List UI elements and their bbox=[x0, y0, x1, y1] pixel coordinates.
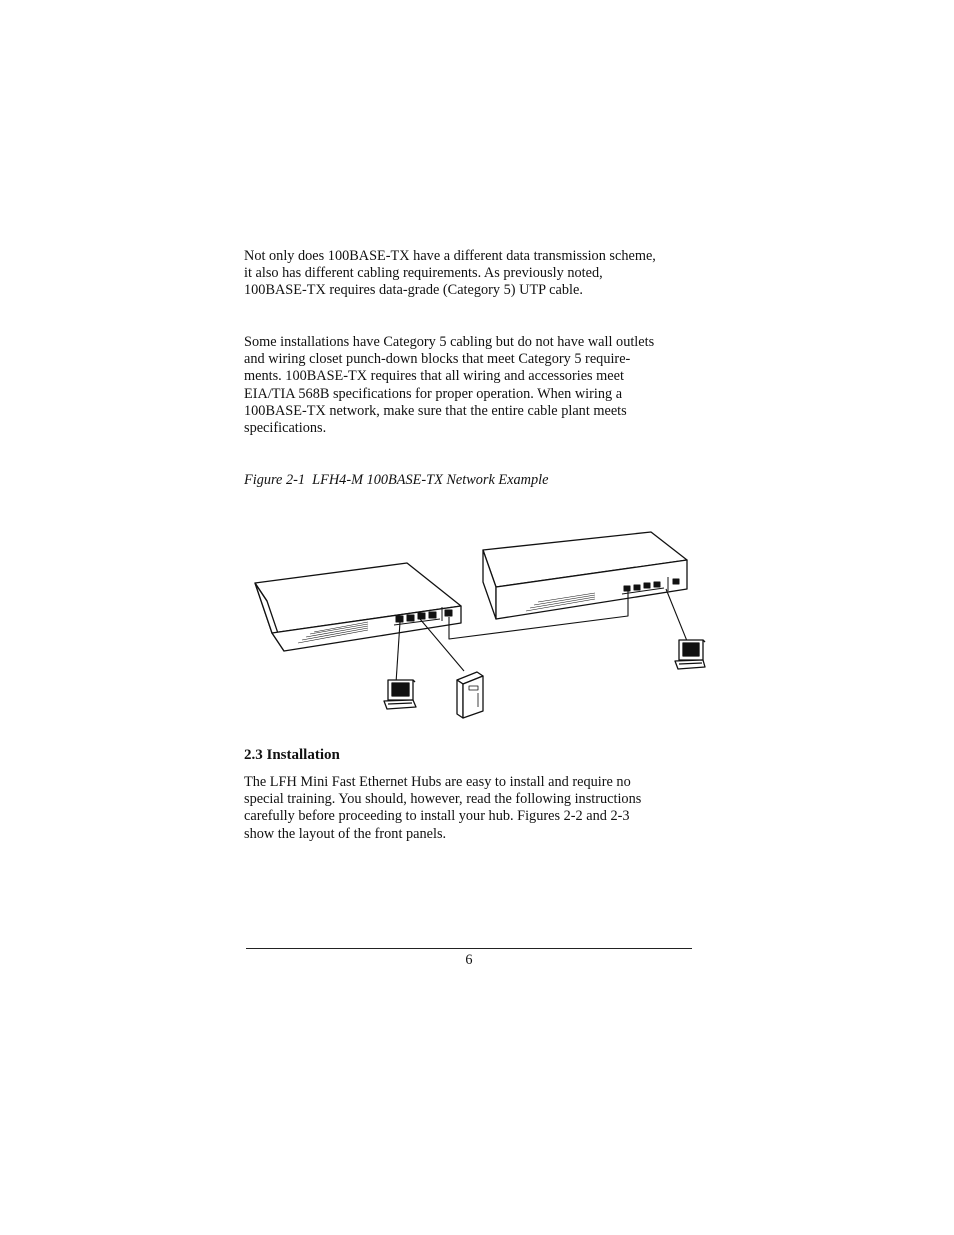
text-line: show the layout of the front panels. bbox=[244, 825, 447, 842]
text-line: The LFH Mini Fast Ethernet Hubs are easy to install and require no bbox=[244, 774, 631, 790]
text-line: Some installations have Category 5 cabling but do not have wall outlets bbox=[244, 334, 655, 350]
figure-caption: Figure 2-1 LFH4-M 100BASE-TX Network Example bbox=[244, 472, 549, 488]
paragraph-cabling-requirements bbox=[244, 248, 696, 300]
paragraph-installation bbox=[244, 774, 696, 843]
text-line: EIA/TIA 568B specifications for proper operation. When wiring a bbox=[244, 385, 623, 402]
computer-left-icon bbox=[384, 680, 416, 709]
page-number: 6 bbox=[465, 952, 473, 968]
server-icon bbox=[457, 672, 483, 718]
section-heading: 2.3 Installation bbox=[244, 747, 340, 763]
network-diagram bbox=[250, 525, 710, 725]
text-line: it also has different cabling requirements. As previously noted, bbox=[244, 265, 603, 282]
text-line: specifications. bbox=[244, 420, 327, 437]
text-line: special training. You should, however, read the following instructions bbox=[244, 791, 642, 808]
hub-left-icon bbox=[255, 563, 461, 651]
text-line: and wiring closet punch-down blocks that meet Category 5 require- bbox=[244, 351, 631, 368]
computer-right-icon bbox=[675, 640, 705, 669]
text-line: Not only does 100BASE-TX have a different data transmission scheme, bbox=[244, 248, 656, 264]
text-line: ments. 100BASE-TX requires that all wiring and accessories meet bbox=[244, 368, 624, 385]
text-line: 100BASE-TX requires data-grade (Category 5) UTP cable. bbox=[244, 282, 583, 299]
text-line: 100BASE-TX network, make sure that the entire cable plant meets bbox=[244, 402, 627, 419]
text-line: carefully before proceeding to install your hub. Figures 2-2 and 2-3 bbox=[244, 808, 630, 825]
hub-right-icon bbox=[483, 532, 687, 619]
paragraph-category5-installations bbox=[244, 334, 696, 437]
footer-divider bbox=[246, 948, 692, 949]
